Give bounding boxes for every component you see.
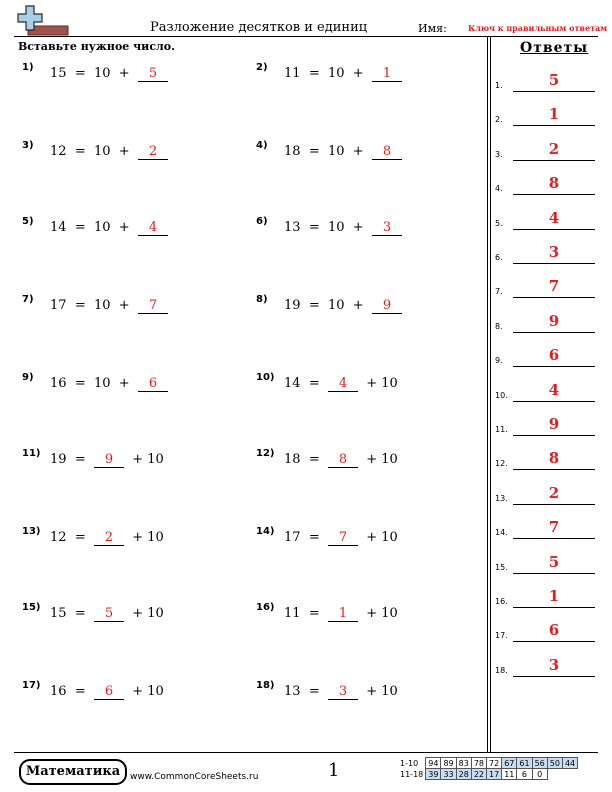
problem-expression [50,606,164,622]
score-range-label: 1-10 [400,758,419,768]
answer-row [495,416,605,436]
expression-token: 18 [284,144,301,159]
answer-blank[interactable]: 5 [138,66,168,82]
expression-token: + [118,298,130,313]
expression-token: = [74,530,86,545]
expression-token: 12 [50,144,67,159]
answer-number: 5. [495,218,503,228]
expression-token: + 10 [132,684,164,699]
score-cell: 94 [426,758,441,769]
problem-item [22,526,242,550]
answer-row [495,382,605,402]
expression-token: 10 [93,298,111,313]
answer-row [495,485,605,505]
problem-item [22,680,242,704]
expression-token: = [308,298,320,313]
answer-line [513,297,595,298]
expression-token: + [352,66,364,81]
problem-number: 4) [256,140,268,151]
column-divider [490,36,491,752]
score-cell: 89 [441,758,456,769]
expression-token: 10 [327,298,345,313]
answer-blank[interactable]: 7 [138,298,168,314]
problem-number: 3) [22,140,34,151]
brand-badge: Математика [19,759,127,785]
problem-expression [284,684,398,700]
expression-token: + 10 [366,606,398,621]
problem-number: 12) [256,448,275,459]
expression-token: 12 [50,530,67,545]
expression-token: 16 [50,376,67,391]
footer-divider [14,752,598,753]
problem-item [256,526,476,550]
problem-expression [50,376,168,392]
score-cell: 28 [456,769,471,780]
answer-row [495,141,605,161]
expression-token: 10 [93,376,111,391]
expression-token: = [74,606,86,621]
problem-number: 1) [22,62,34,73]
expression-token: 14 [50,220,67,235]
answer-value: 4 [548,208,560,227]
answer-number: 15. [495,562,508,572]
score-row [398,758,578,769]
problem-item [22,62,242,86]
answer-number: 12. [495,459,508,469]
expression-token: 10 [93,66,111,81]
problem-expression [284,144,402,160]
answer-row [495,657,605,677]
name-label: Имя: [418,22,447,35]
expression-token: = [74,220,86,235]
answer-line [513,504,595,505]
answer-blank[interactable]: 2 [94,530,124,546]
answer-value: 5 [548,71,560,89]
problem-number: 14) [256,526,275,537]
expression-token: 18 [284,452,301,467]
answer-line [513,641,595,642]
answer-number: 8. [495,321,503,331]
problem-item [256,140,476,164]
expression-token: 11 [284,66,301,81]
answer-value: 3 [548,655,560,674]
answer-number: 18. [495,665,508,675]
expression-token: + [352,298,364,313]
problem-expression [50,144,168,160]
answer-number: 11. [495,425,508,434]
expression-token: 14 [284,376,301,391]
expression-token: 15 [50,606,67,621]
answer-key-label: Ключ к правильным ответам [468,23,608,33]
problem-expression [284,376,398,392]
expression-token: + 10 [132,530,164,545]
answer-value: 7 [548,518,560,537]
problem-expression [284,66,402,82]
problem-number: 5) [22,216,34,227]
answer-line [513,125,595,126]
answer-line [513,366,595,367]
problem-item [22,216,242,240]
answer-line [513,435,595,436]
expression-token: + 10 [132,452,164,467]
problem-expression [284,606,398,622]
answer-row [495,313,605,333]
expression-token: 15 [50,66,67,81]
expression-token: = [308,530,320,545]
worksheet-title: Разложение десятков и единиц [150,20,368,35]
expression-token: + [352,220,364,235]
score-cell: 6 [517,769,532,780]
answer-value: 9 [548,311,560,330]
problem-number: 15) [22,602,41,613]
answer-blank[interactable]: 5 [94,606,124,622]
answer-value: 8 [548,174,560,193]
expression-token: = [74,452,86,467]
answer-blank[interactable]: 7 [328,530,358,546]
answer-blank[interactable]: 2 [138,144,168,160]
expression-token: + 10 [366,530,398,545]
problem-expression [50,220,168,236]
problem-expression [284,220,402,236]
problem-expression [50,298,168,314]
score-cell: 39 [426,769,441,780]
answer-number: 10. [495,390,508,400]
problem-item [22,448,242,472]
expression-token: 13 [284,220,301,235]
answer-row [495,450,605,470]
answer-row [495,210,605,230]
expression-token: 16 [50,684,67,699]
expression-token: 10 [93,144,111,159]
problem-expression [50,452,164,468]
expression-token: + 10 [366,684,398,699]
answer-blank[interactable]: 1 [328,606,358,622]
answer-row [495,554,605,574]
score-row [398,769,578,780]
score-table [398,757,578,780]
problem-number: 8) [256,294,268,305]
answer-line [513,160,595,161]
problem-number: 2) [256,62,268,73]
score-cell: 22 [471,769,486,780]
answer-row [495,278,605,298]
score-cell: 61 [517,758,532,769]
problem-number: 10) [256,372,275,383]
problem-expression [284,298,402,314]
score-cell: 83 [456,758,471,769]
score-cell: 11 [502,769,517,780]
expression-token: = [308,684,320,699]
answer-blank[interactable]: 9 [372,298,402,314]
answer-number: 9. [495,356,503,366]
expression-token: 17 [284,530,301,545]
answer-line [513,401,595,402]
problem-number: 16) [256,602,275,613]
expression-token: = [308,144,320,159]
answer-blank[interactable]: 8 [328,452,358,468]
expression-token: + 10 [132,606,164,621]
answer-value: 1 [548,105,560,124]
problem-item [256,372,476,396]
answer-number: 4. [495,184,503,194]
score-cell: 0 [532,769,547,780]
answer-line [513,229,595,230]
problem-item [22,602,242,626]
expression-token: = [74,144,86,159]
answer-value: 8 [548,449,560,468]
problem-item [256,602,476,626]
answer-blank[interactable]: 4 [138,220,168,236]
answer-value: 1 [548,587,560,605]
answer-line [513,91,595,92]
answer-number: 2. [495,115,503,125]
plus-logo-icon [14,4,70,36]
answer-blank[interactable]: 8 [372,144,402,160]
expression-token: + [118,220,130,235]
page-number: 1 [328,760,340,781]
expression-token: 10 [327,220,345,235]
problem-item [22,294,242,318]
answer-number: 6. [495,253,503,262]
answer-value: 2 [548,483,560,502]
answer-line [513,332,595,333]
instructions: Вставьте нужное число. [18,40,175,53]
score-cell: 17 [487,769,502,780]
problem-item [22,140,242,164]
header-divider [14,36,598,37]
answer-value: 6 [548,346,560,365]
answer-line [513,263,595,264]
problem-expression [50,66,168,82]
expression-token: + [118,376,130,391]
problem-item [256,448,476,472]
answer-number: 1. [495,81,503,90]
expression-token: + 10 [366,452,398,467]
score-cell: 72 [487,758,502,769]
expression-token: = [308,220,320,235]
answer-blank[interactable]: 6 [94,684,124,700]
answer-line [513,607,595,608]
expression-token: = [308,606,320,621]
problem-expression [50,684,164,700]
answer-blank[interactable]: 1 [372,66,402,82]
answer-row [495,519,605,539]
answer-line [513,573,595,574]
problem-number: 17) [22,680,41,691]
answer-number: 17. [495,631,508,641]
score-cell: 44 [562,758,577,769]
answer-blank[interactable]: 3 [372,220,402,236]
answer-blank[interactable]: 6 [138,376,168,392]
expression-token: = [74,298,86,313]
expression-token: 10 [327,66,345,81]
problem-number: 6) [256,216,268,227]
expression-token: = [74,684,86,699]
answer-value: 7 [548,277,560,296]
expression-token: + [352,144,364,159]
answer-row [495,72,605,92]
answers-title: Ответы [520,40,589,56]
problem-number: 7) [22,294,34,305]
score-range-label: 11-18 [400,769,424,779]
answer-row [495,622,605,642]
problem-number: 9) [22,372,34,383]
problem-number: 18) [256,680,275,691]
answer-line [513,676,595,677]
answer-row [495,588,605,608]
score-cell: 50 [547,758,562,769]
expression-token: 10 [327,144,345,159]
problem-item [22,372,242,396]
expression-token: 19 [50,452,67,467]
expression-token: + [118,66,130,81]
expression-token: 11 [284,606,301,621]
expression-token: + 10 [366,376,398,391]
score-cell: 56 [532,758,547,769]
expression-token: = [308,376,320,391]
answer-number: 13. [495,493,508,503]
problem-item [256,216,476,240]
column-divider [487,36,488,752]
answer-number: 14. [495,528,508,538]
answer-value: 3 [548,243,560,261]
expression-token: 19 [284,298,301,313]
expression-token: 13 [284,684,301,699]
problem-number: 13) [22,526,41,537]
score-cell: 67 [502,758,517,769]
answer-line [513,194,595,195]
answer-number: 7. [495,287,503,297]
score-cell: 78 [471,758,486,769]
answer-number: 16. [495,597,508,606]
expression-token: = [308,66,320,81]
expression-token: = [74,66,86,81]
score-cell: 33 [441,769,456,780]
answer-line [513,538,595,539]
expression-token: = [74,376,86,391]
problem-expression [50,530,164,546]
answer-row [495,106,605,126]
answer-value: 9 [548,415,560,433]
problem-number: 11) [22,448,41,459]
answer-value: 6 [548,621,560,640]
answer-line [513,469,595,470]
answer-row [495,347,605,367]
answer-blank[interactable]: 3 [328,684,358,700]
problem-item [256,294,476,318]
expression-token: = [308,452,320,467]
answer-row [495,244,605,264]
answer-number: 3. [495,149,503,159]
expression-token: 10 [93,220,111,235]
answer-row [495,175,605,195]
problem-expression [284,530,398,546]
problem-expression [284,452,398,468]
problem-item [256,680,476,704]
answer-value: 4 [548,380,560,399]
expression-token: + [118,144,130,159]
answer-value: 2 [548,139,560,158]
answer-blank[interactable]: 4 [328,376,358,392]
site-url: www.CommonCoreSheets.ru [130,772,259,782]
answer-value: 5 [548,552,560,571]
expression-token: 17 [50,298,67,313]
answer-blank[interactable]: 9 [94,452,124,468]
problem-item [256,62,476,86]
